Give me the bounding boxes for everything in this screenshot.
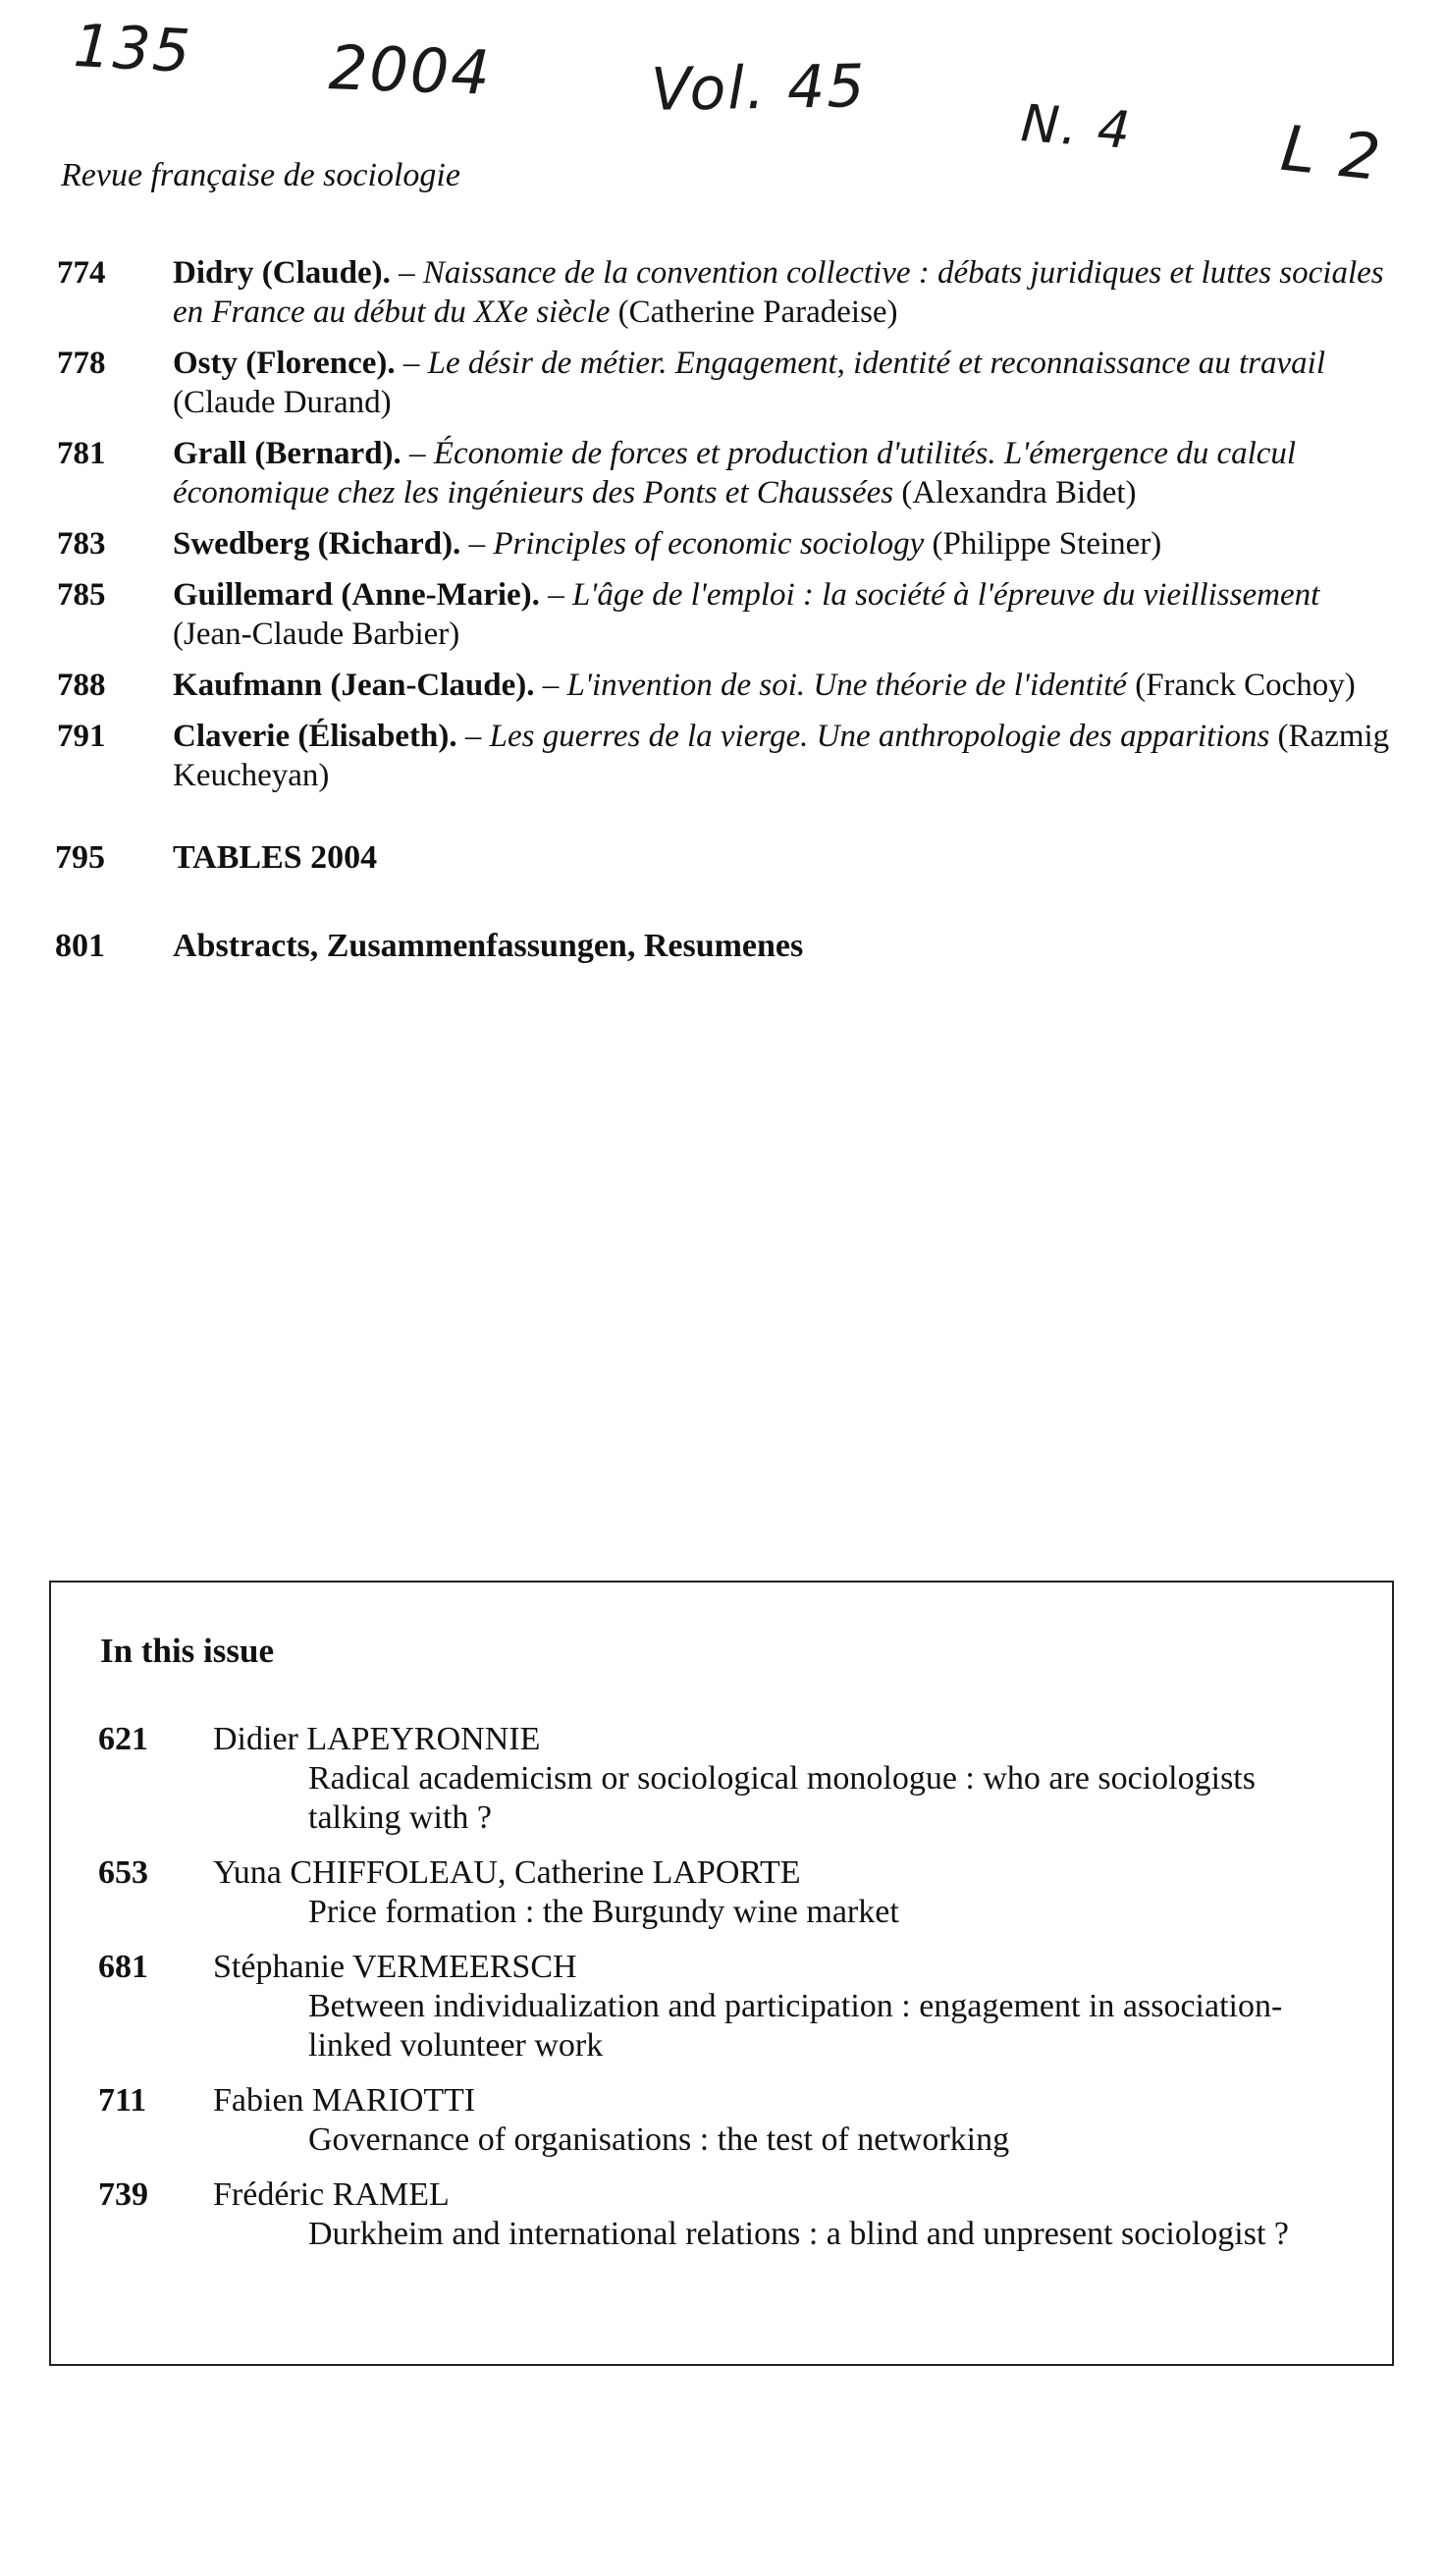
toc-list [0, 253, 1445, 966]
issue-authors: Didier LAPEYRONNIE [213, 1721, 541, 1757]
in-this-issue-list [51, 1720, 1392, 2270]
toc-reviewer: (Alexandra Bidet) [901, 475, 1137, 510]
issue-page-number: 711 [98, 2082, 147, 2119]
issue-title: Between individualization and participation : engagement in association-linked volunteer work [308, 1988, 1283, 2064]
toc-entry [0, 575, 1445, 654]
toc-reviewer: (Catherine Paradeise) [617, 295, 898, 330]
issue-authors: Yuna CHIFFOLEAU, Catherine LAPORTE [213, 1854, 801, 1891]
issue-page-number: 681 [98, 1949, 148, 1985]
toc-author: Osty (Florence). [173, 346, 396, 381]
toc-page-number: 785 [57, 577, 106, 613]
toc-page-number: 801 [55, 928, 105, 964]
toc-page-number: 795 [55, 839, 105, 876]
issue-authors: Fabien MARIOTTI [213, 2082, 476, 2119]
toc-title: Naissance de la convention collective : débats juridiques et luttes sociales en France au début du XXe siècle [173, 255, 1384, 330]
toc-entry-body [173, 253, 1400, 332]
journal-name: Revue française de sociologie [61, 157, 460, 193]
toc-entry-body [173, 717, 1400, 795]
toc-tables-entry [0, 838, 1445, 878]
toc-reviewer: (Jean-Claude Barbier) [173, 617, 460, 652]
toc-entry [0, 253, 1445, 332]
toc-entry [0, 524, 1445, 564]
toc-title: L'invention de soi. Une théorie de l'identité [566, 668, 1127, 703]
issue-entry [51, 2175, 1392, 2254]
in-this-issue-box [49, 1581, 1394, 2366]
issue-title: Radical academicism or sociological monologue : who are sociologists talking with ? [308, 1760, 1256, 1836]
issue-page-number: 653 [98, 1854, 148, 1891]
issue-entry [51, 1948, 1392, 2066]
toc-title: Le désir de métier. Engagement, identité et reconnaissance au travail [427, 346, 1325, 381]
toc-title: Principles of economic sociology [493, 526, 925, 562]
toc-dash: – [548, 577, 564, 613]
toc-page-number: 778 [57, 346, 106, 381]
toc-entry-body [173, 344, 1400, 422]
handwritten-year: 2004 [327, 31, 494, 109]
toc-entry [0, 717, 1445, 795]
toc-entry [0, 666, 1445, 705]
toc-entry-body [173, 434, 1400, 512]
toc-dash: – [464, 719, 482, 754]
toc-entry-body [173, 575, 1400, 654]
handwritten-issue-number: N. 4 [1019, 94, 1135, 161]
issue-entry [51, 1720, 1392, 1838]
toc-page-number: 791 [57, 719, 106, 754]
toc-author: Didry (Claude). [173, 255, 391, 291]
toc-reviewer: (Philippe Steiner) [932, 526, 1162, 562]
issue-entry [51, 2081, 1392, 2160]
toc-page-number: 781 [57, 436, 106, 471]
toc-entry [0, 434, 1445, 512]
toc-author: Swedberg (Richard). [173, 526, 461, 562]
toc-title: Les guerres de la vierge. Une anthropologie des apparitions [489, 719, 1270, 754]
toc-page-number: 783 [57, 526, 106, 562]
toc-entry-body [173, 666, 1400, 705]
issue-entry [51, 1853, 1392, 1932]
toc-reviewer: (Razmig Keucheyan) [173, 719, 1390, 793]
toc-title: Économie de forces et production d'utilités. L'émergence du calcul économique chez les ingénieurs des Ponts et Chaussées [173, 436, 1297, 510]
toc-dash: – [468, 526, 486, 562]
toc-author: Kaufmann (Jean-Claude). [173, 668, 535, 703]
handwritten-number: 135 [72, 11, 194, 87]
toc-entry [0, 344, 1445, 422]
toc-reviewer: (Claude Durand) [173, 385, 392, 420]
toc-abstracts-label: Abstracts, Zusammenfassungen, Resumenes [173, 928, 804, 964]
issue-title: Price formation : the Burgundy wine market [308, 1894, 899, 1930]
toc-title: L'âge de l'emploi : la société à l'épreuve du vieillissement [571, 577, 1320, 613]
toc-reviewer: (Franck Cochoy) [1135, 668, 1356, 703]
toc-tables-label: TABLES 2004 [173, 839, 378, 876]
toc-dash: – [542, 668, 560, 703]
toc-abstracts-entry [0, 927, 1445, 966]
issue-authors: Stéphanie VERMEERSCH [213, 1949, 577, 1985]
handwritten-volume: Vol. 45 [650, 52, 868, 125]
toc-author: Guillemard (Anne-Marie). [173, 577, 540, 613]
toc-dash: – [402, 346, 420, 381]
issue-page-number: 621 [98, 1721, 148, 1757]
issue-authors: Frédéric RAMEL [213, 2176, 450, 2213]
issue-page-number: 739 [98, 2176, 148, 2213]
in-this-issue-heading: In this issue [100, 1632, 275, 1670]
toc-author: Claverie (Élisabeth). [173, 719, 457, 754]
toc-page-number: 774 [57, 255, 106, 291]
toc-dash: – [399, 255, 415, 291]
toc-dash: – [409, 436, 426, 471]
toc-author: Grall (Bernard). [173, 436, 401, 471]
handwritten-mark: L 2 [1277, 112, 1386, 196]
toc-page-number: 788 [57, 668, 106, 703]
issue-title: Governance of organisations : the test of networking [308, 2121, 1010, 2158]
toc-entry-body [173, 524, 1400, 564]
issue-title: Durkheim and international relations : a blind and unpresent sociologist ? [308, 2216, 1289, 2252]
